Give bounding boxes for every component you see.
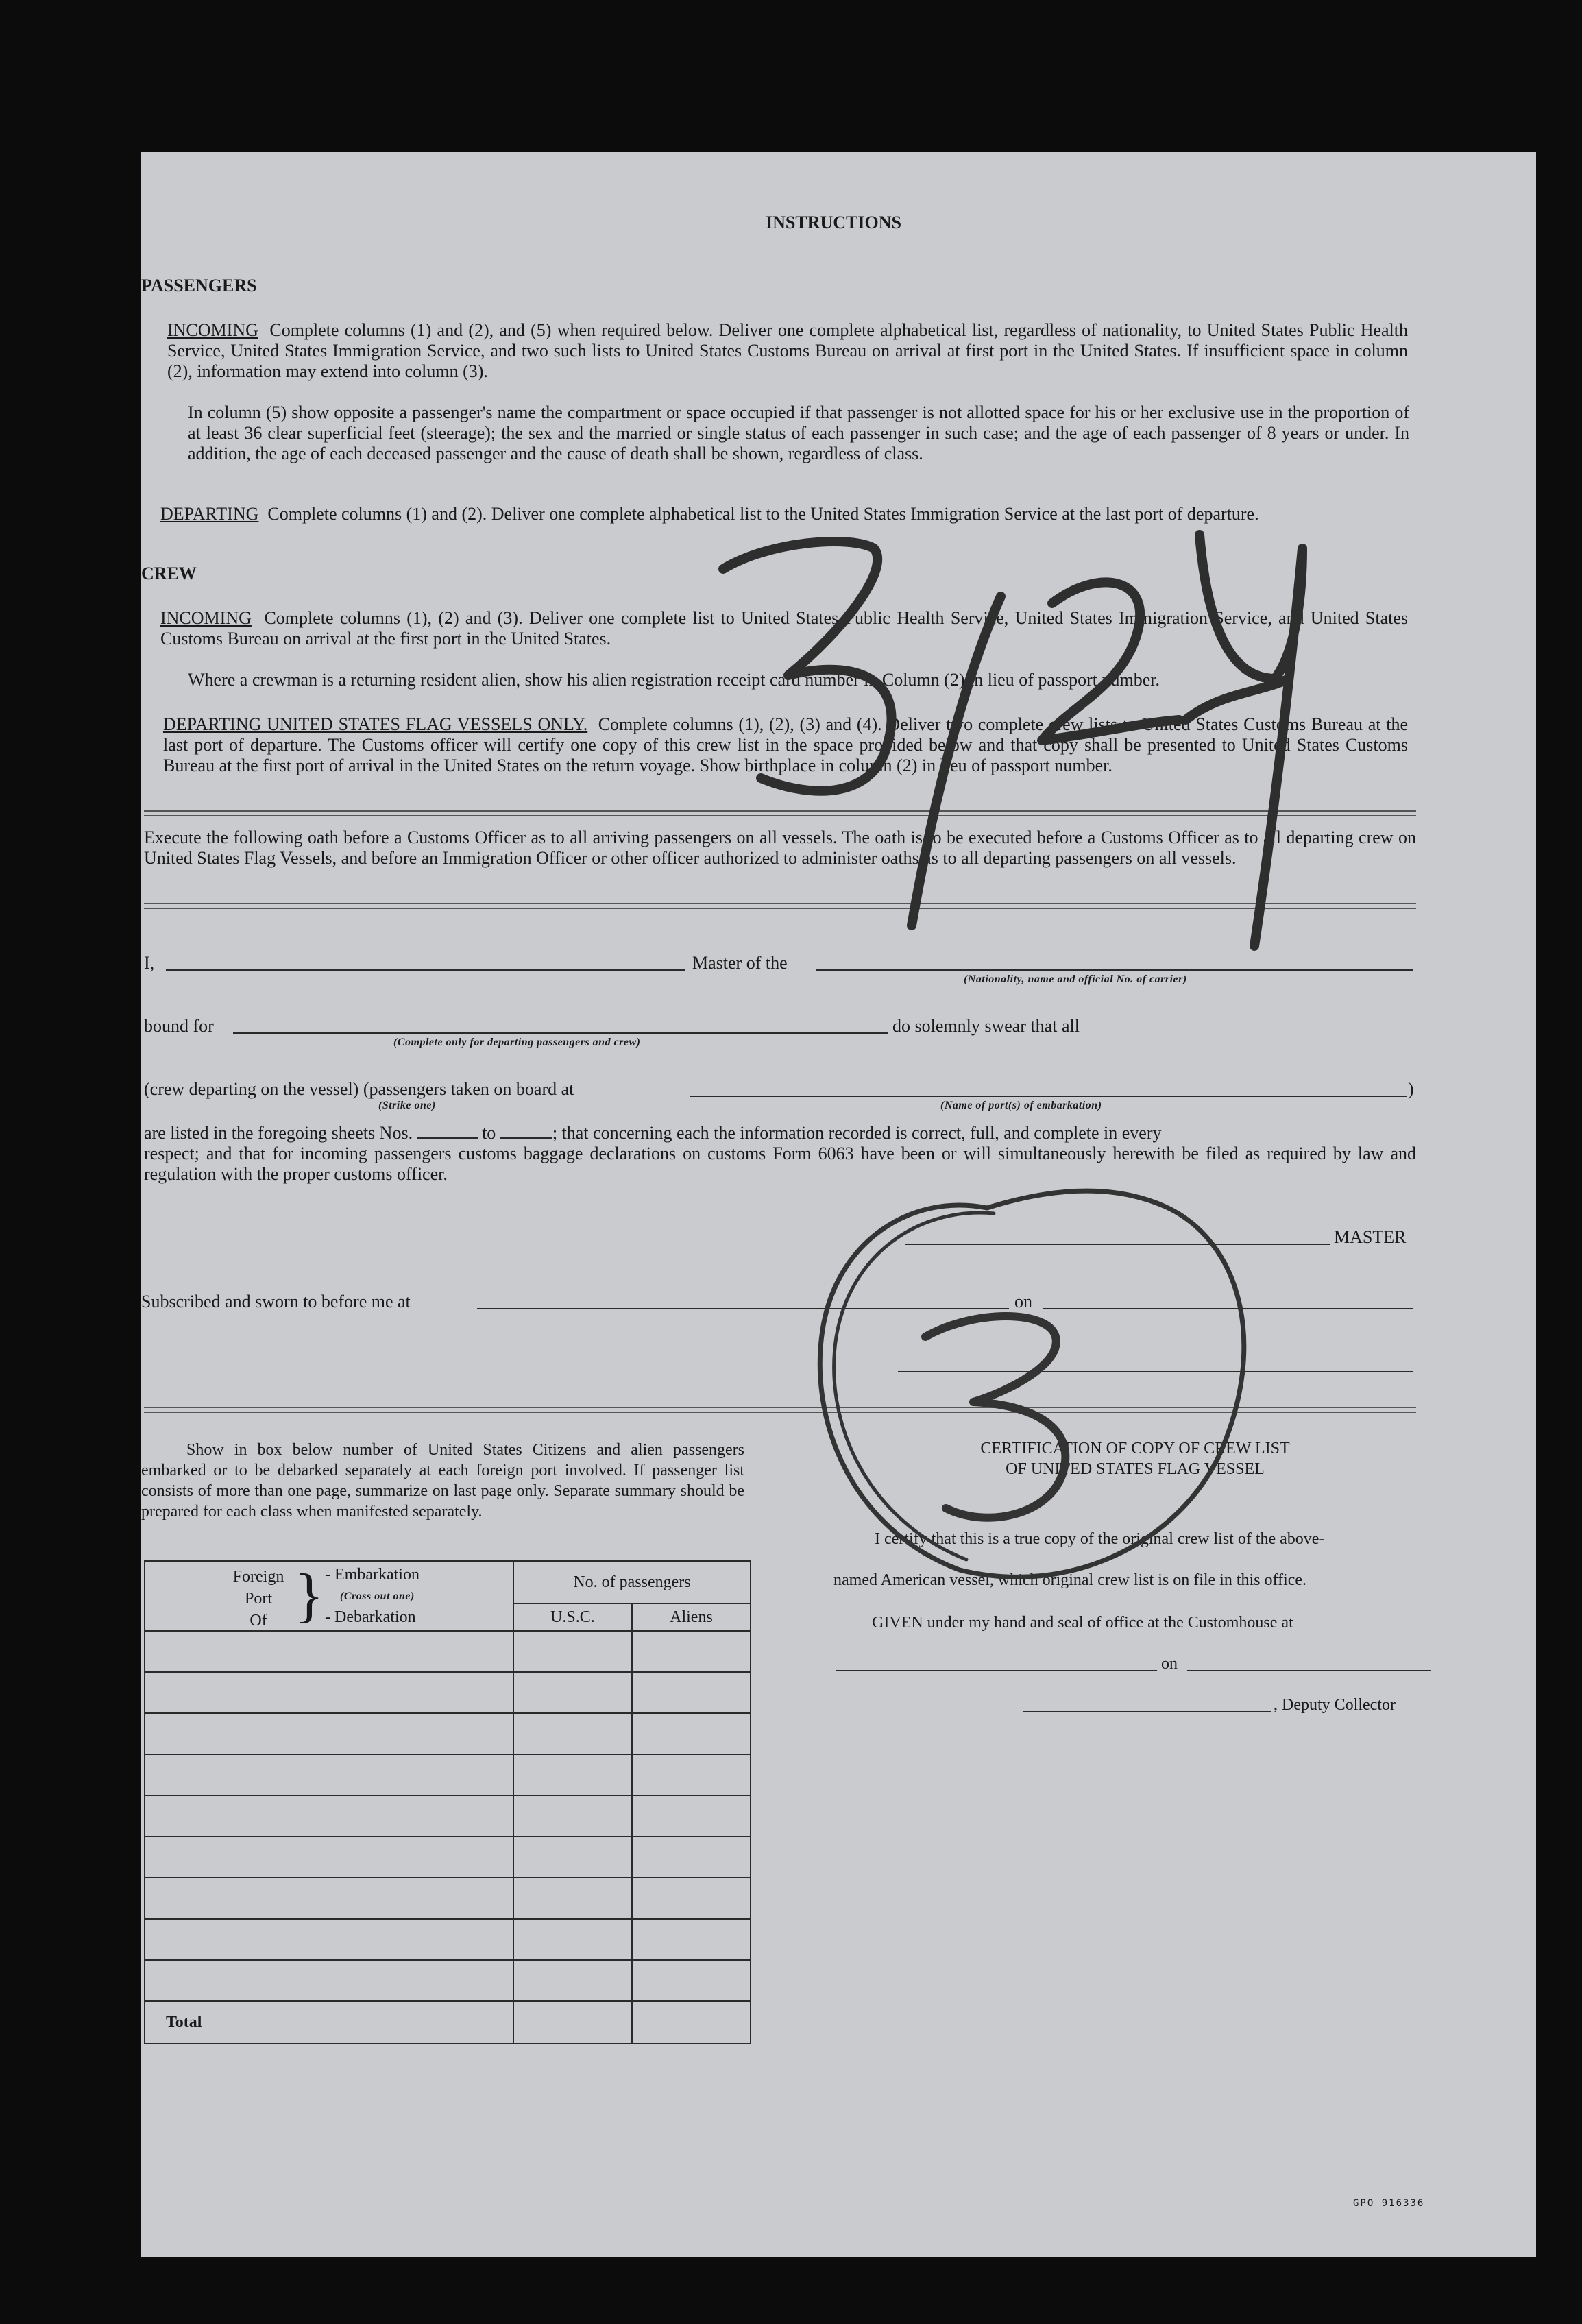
nationality-caption: (Nationality, name and official No. of carrier): [964, 973, 1187, 985]
divider-2: [144, 903, 1416, 909]
form-sheet: [141, 152, 1536, 2257]
no-passengers-header: No. of passengers: [513, 1561, 751, 1603]
listed-to: to: [482, 1123, 496, 1143]
certification-on-label: on: [1161, 1655, 1178, 1673]
usc-cell[interactable]: [513, 1919, 632, 1960]
bound-caption: (Complete only for departing passengers and crew): [393, 1037, 641, 1048]
table-row: [145, 1960, 751, 2001]
subscribed-label: Subscribed and sworn to before me at: [141, 1292, 411, 1311]
sheet-to-line[interactable]: [500, 1137, 552, 1139]
foreign-port-header: [145, 1561, 513, 1631]
sworn-on-label: on: [1014, 1292, 1032, 1311]
aliens-cell[interactable]: [632, 1919, 751, 1960]
listed-rest: respect; and that for incoming passengers customs baggage declarations on customs Form 6063 have been or will simultaneously herewith be filed as required by law and regulation with the proper customs officer.: [144, 1143, 1416, 1184]
certify-text-1: I certify that this is a true copy of the original crew list of the above-: [875, 1530, 1325, 1548]
passengers-departing-label: DEPARTING: [160, 504, 259, 524]
total-aliens-cell[interactable]: [632, 2001, 751, 2044]
port-cell[interactable]: [145, 1713, 513, 1754]
carrier-line[interactable]: [816, 969, 1413, 971]
aliens-cell[interactable]: [632, 1878, 751, 1919]
passengers-departing-paragraph: [160, 504, 1408, 524]
port-cell[interactable]: [145, 1795, 513, 1837]
crew-departing-label: DEPARTING UNITED STATES FLAG VESSELS ONLY.: [163, 714, 588, 734]
table-row: [145, 1631, 751, 1672]
aliens-cell[interactable]: [632, 1795, 751, 1837]
deputy-collector-label: , Deputy Collector: [1274, 1696, 1396, 1714]
usc-cell[interactable]: [513, 1878, 632, 1919]
listed-post: ; that concerning each the information recorded is correct, full, and complete in every: [552, 1123, 1162, 1143]
deputy-signature-line[interactable]: [1023, 1711, 1271, 1712]
of-word: Of: [250, 1612, 267, 1630]
usc-cell[interactable]: [513, 1754, 632, 1795]
passengers-incoming-paragraph: [167, 320, 1408, 382]
officer-signature-line[interactable]: [898, 1371, 1413, 1372]
divider-1: [144, 810, 1416, 816]
port-cell[interactable]: [145, 1878, 513, 1919]
bound-for-label: bound for: [144, 1016, 214, 1036]
bound-for-line[interactable]: [233, 1032, 888, 1034]
crew-departing-label: (crew departing on the vessel) (passengers taken on board at: [144, 1079, 574, 1099]
master-name-line[interactable]: [166, 969, 685, 971]
table-row: [145, 1795, 751, 1837]
usc-cell[interactable]: [513, 1837, 632, 1878]
passengers-incoming-label: INCOMING: [167, 320, 258, 340]
passengers-heading: PASSENGERS: [141, 276, 257, 295]
total-row: [145, 2001, 751, 2044]
aliens-cell[interactable]: [632, 1672, 751, 1713]
port-cell[interactable]: [145, 1960, 513, 2001]
footer-code: GPO 916336: [1353, 2198, 1425, 2209]
port-cell[interactable]: [145, 1837, 513, 1878]
usc-cell[interactable]: [513, 1960, 632, 2001]
foreign-word: Foreign: [232, 1568, 284, 1586]
passenger-summary-table: [144, 1560, 751, 2044]
listed-pre: are listed in the foregoing sheets Nos.: [144, 1123, 413, 1143]
table-row: [145, 1919, 751, 1960]
aliens-cell[interactable]: [632, 1631, 751, 1672]
port-cell[interactable]: [145, 1672, 513, 1713]
header-brace: }: [295, 1562, 324, 1629]
crew-heading: CREW: [141, 564, 197, 583]
crew-incoming-label: INCOMING: [160, 608, 252, 628]
certification-heading-1: CERTIFICATION OF COPY OF CREW LIST: [980, 1440, 1290, 1457]
crew-incoming-paragraph: [160, 608, 1408, 649]
aliens-header: Aliens: [632, 1603, 751, 1631]
embarkation-port-line[interactable]: [690, 1096, 1407, 1097]
table-row: [145, 1837, 751, 1878]
close-paren: ): [1408, 1079, 1414, 1099]
sworn-date-line[interactable]: [1043, 1308, 1413, 1309]
oath-instructions: Execute the following oath before a Customs Officer as to all arriving passengers on all vessels. The oath is to be executed before a Customs Officer as to all departing crew on United States Flag Vessels, and before an Immigration Officer or other officer authorized to administer oaths as to all departing passengers on all vessels.: [144, 827, 1416, 868]
aliens-cell[interactable]: [632, 1837, 751, 1878]
aliens-cell[interactable]: [632, 1713, 751, 1754]
usc-cell[interactable]: [513, 1713, 632, 1754]
table-row: [145, 1672, 751, 1713]
total-label: Total: [145, 2001, 513, 2044]
page-title: INSTRUCTIONS: [766, 213, 901, 232]
oath-i-label: I,: [144, 953, 155, 973]
port-caption: (Name of port(s) of embarkation): [940, 1100, 1102, 1111]
master-of-label: Master of the: [692, 953, 788, 973]
sworn-place-line[interactable]: [477, 1308, 1009, 1309]
debarkation-label: - Debarkation: [325, 1608, 416, 1626]
port-cell[interactable]: [145, 1919, 513, 1960]
sheet-from-line[interactable]: [417, 1137, 478, 1139]
usc-cell[interactable]: [513, 1631, 632, 1672]
total-usc-cell[interactable]: [513, 2001, 632, 2044]
crew-departing-text: Complete columns (1), (2), (3) and (4). Deliver two complete crew lists to United States Customs Bureau at the last port of departure. The Customs officer will certify one copy of this crew list in the space provided below and that copy shall be presented to United States Customs Bureau at the first port of arrival in the United States on the return voyage. Show birthplace in column (2) in lieu of passport number.: [163, 714, 1409, 775]
port-cell[interactable]: [145, 1754, 513, 1795]
certification-heading-2: OF UNITED STATES FLAG VESSEL: [1006, 1460, 1265, 1478]
usc-header: U.S.C.: [513, 1603, 632, 1631]
certify-text-2: named American vessel, which original crew list is on file in this office.: [833, 1571, 1307, 1589]
given-text: GIVEN under my hand and seal of office at the Customhouse at: [872, 1614, 1293, 1632]
cross-out-caption: (Cross out one): [340, 1590, 415, 1602]
listed-sheets-paragraph: [144, 1123, 1162, 1143]
aliens-cell[interactable]: [632, 1754, 751, 1795]
summary-instructions: Show in box below number of United States Citizens and alien passengers embarked or to be debarked separately at each foreign port involved. If passenger list consists of more than one page, summarize on last page only. Separate summary should be prepared for each class when manifested separately.: [141, 1441, 744, 1521]
crew-departing-paragraph: [163, 714, 1408, 776]
table-row: [145, 1713, 751, 1754]
strike-caption: (Strike one): [378, 1100, 436, 1111]
certification-date-line[interactable]: [1187, 1670, 1431, 1671]
passengers-column5-paragraph: In column (5) show opposite a passenger's name the compartment or space occupied if that passenger is not allotted space for his or her exclusive use in the proportion of at least 36 clear superficial feet (steerage); the sex and the married or single status of each passenger in such case; and the age of each passenger of 8 years or under. In addition, the age of each deceased passenger and the cause of death shall be shown, regardless of class.: [188, 402, 1409, 463]
divider-3: [144, 1407, 1416, 1413]
usc-cell[interactable]: [513, 1795, 632, 1837]
table-row: [145, 1878, 751, 1919]
foreign-port-of: [221, 1566, 296, 1632]
port-cell[interactable]: [145, 1631, 513, 1672]
usc-cell[interactable]: [513, 1672, 632, 1713]
crew-incoming-text: Complete columns (1), (2) and (3). Deliver one complete list to United States Public Health Service, United States Immigration Service, and United States Customs Bureau on arrival at the first port in the United States.: [160, 608, 1409, 649]
passengers-departing-text: Complete columns (1) and (2). Deliver one complete alphabetical list to the United States Immigration Service at the last port of departure.: [267, 504, 1259, 524]
swear-label: do solemnly swear that all: [892, 1016, 1080, 1036]
crew-resident-paragraph: Where a crewman is a returning resident alien, show his alien registration receipt card number in Column (2) in lieu of passport number.: [188, 670, 1160, 690]
passengers-incoming-text: Complete columns (1) and (2), and (5) when required below. Deliver one complete alphabetical list, regardless of nationality, to United States Public Health Service, United States Immigration Service, and two such lists to United States Customs Bureau on arrival at first port in the United States. If insufficient space in column (2), information may extend into column (3).: [167, 320, 1409, 381]
table-row: [145, 1754, 751, 1795]
customhouse-line[interactable]: [836, 1670, 1157, 1671]
master-label: MASTER: [1334, 1227, 1407, 1247]
embarkation-label: - Embarkation: [325, 1566, 419, 1584]
master-signature-line[interactable]: [905, 1244, 1330, 1245]
port-word: Port: [244, 1590, 272, 1608]
aliens-cell[interactable]: [632, 1960, 751, 2001]
